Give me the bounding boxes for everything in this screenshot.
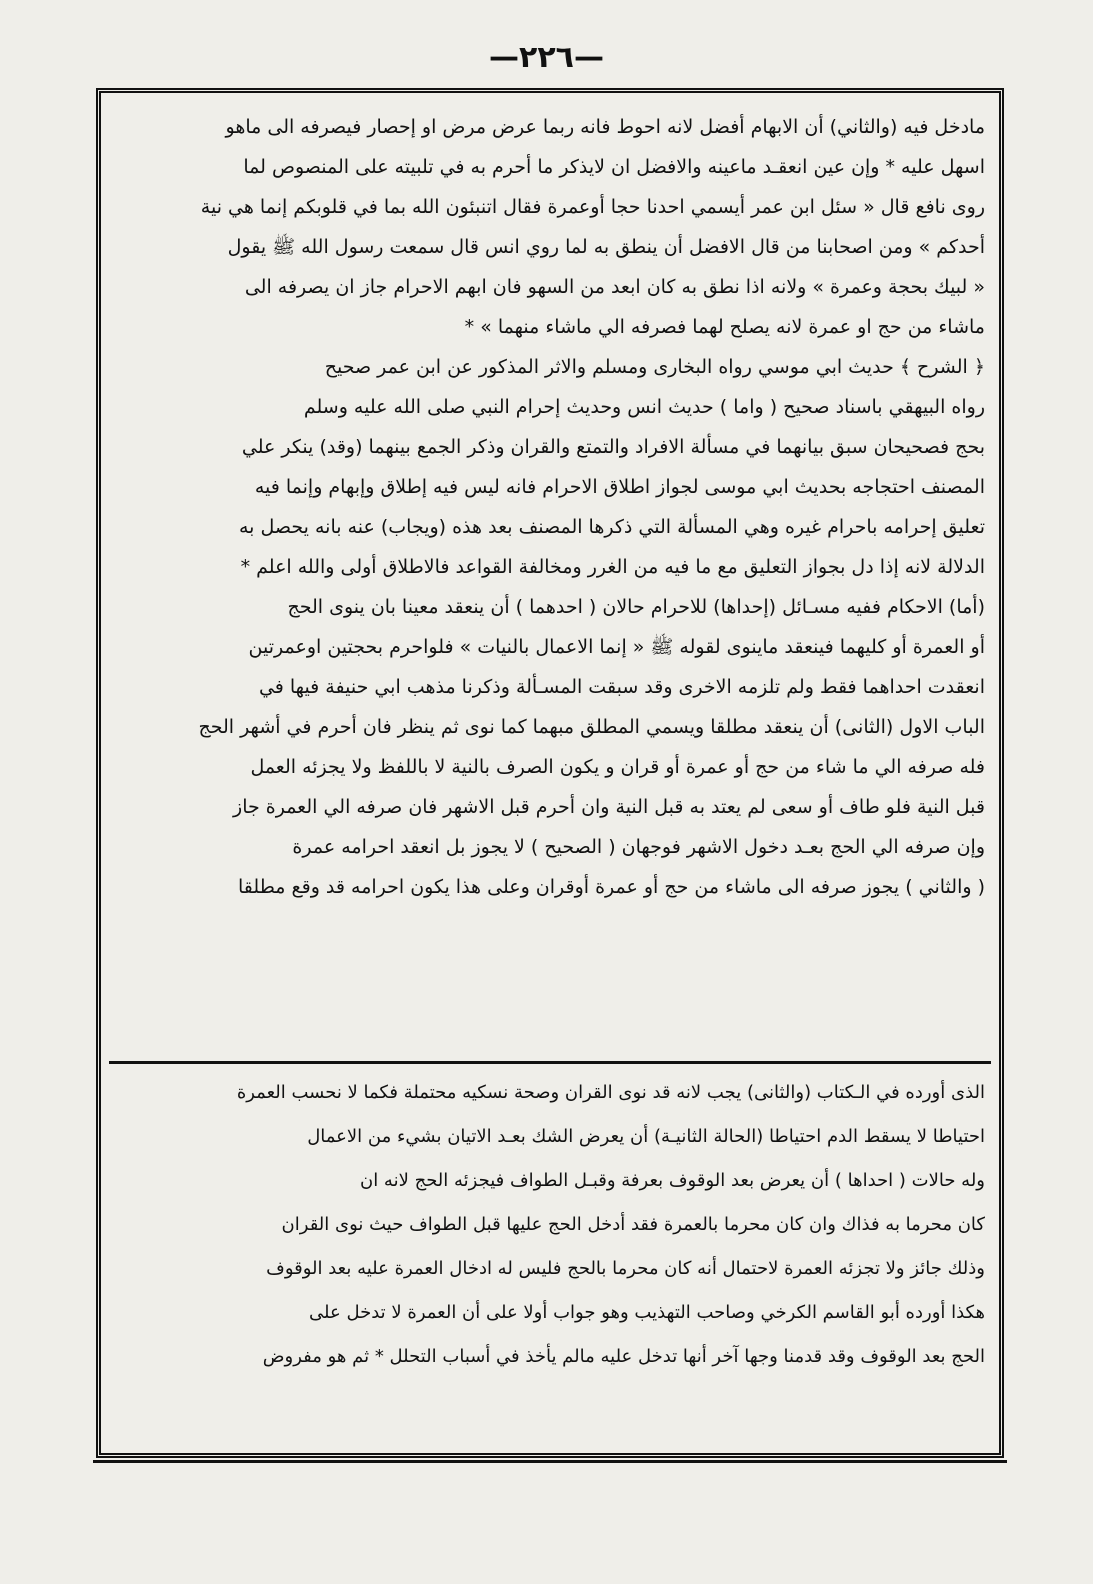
text-line: تعليق إحرامه باحرام غيره وهي المسألة التي ذكرها المصنف بعد هذه (ويجاب) عنه بانه يحصل به xyxy=(239,516,985,538)
page-frame xyxy=(96,88,1004,1458)
text-line: أو العمرة أو كليهما فينعقد ماينوى لقوله ﷺ « إنما الاعمال بالنيات » فلواحرم بحجتين اوعمرتين xyxy=(248,636,985,658)
text-line: اسهل عليه * وإن عين انعقـد ماعينه والافضل ان لايذكر ما أحرم به في تلبيته على المنصوص لما xyxy=(243,156,985,178)
page-number: —٢٢٦— xyxy=(489,40,604,75)
text-line: المصنف احتجاجه بحديث ابي موسى لجواز اطلاق الاحرام فانه ليس فيه إطلاق وإبهام وإنما فيه xyxy=(254,476,985,498)
footnote-line: هكذا أورده أبو القاسم الكرخي وصاحب التهذيب وهو جواب أولا على أن العمرة لا تدخل على xyxy=(309,1302,985,1323)
footnote-line: كان محرما به فذاك وان كان محرما بالعمرة فقد أدخل الحج عليها قبل الطواف حيث نوى القران xyxy=(281,1214,985,1235)
text-line: روى نافع قال « سئل ابن عمر أيسمي احدنا حجا أوعمرة فقال اتنبئون الله بما في قلوبكم إنما هي نية xyxy=(200,196,985,218)
text-line: وإن صرفه الي الحج بعـد دخول الاشهر فوجهان ( الصحيح ) لا يجوز بل انعقد احرامه عمرة xyxy=(292,836,985,858)
footnote-line: وذلك جائز ولا تجزئه العمرة لاحتمال أنه كان محرما بالحج فليس له ادخال العمرة عليه بعد الوقوف xyxy=(266,1258,985,1279)
text-line: ﴿ الشرح ﴾ حديث ابي موسي رواه البخارى ومسلم والاثر المذكور عن ابن عمر صحيح xyxy=(324,356,985,378)
text-line: (أما) الاحكام ففيه مسـائل (إحداها) للاحرام حالان ( احدهما ) أن ينعقد معينا بان ينوى الحج xyxy=(287,596,985,618)
text-line: الدلالة لانه إذا دل بجواز التعليق مع ما فيه من الغرر ومخالفة القواعد فالاطلاق أولى والله اعلم * xyxy=(240,556,985,578)
text-line: « لبيك بحجة وعمرة » ولانه اذا نطق به كان ابعد من السهو فان ابهم الاحرام جاز ان يصرفه الى xyxy=(244,276,985,298)
text-line: مادخل فيه (والثاني) أن الابهام أفضل لانه احوط فانه ربما عرض مرض او إحصار فيصرفه الى ماهو xyxy=(225,116,985,138)
main-text xyxy=(115,107,985,907)
text-line: قبل النية فلو طاف أو سعى لم يعتد به قبل النية وان أحرم قبل الاشهر فان صرفه الي العمرة جاز xyxy=(233,796,985,818)
footnote-line: الذى أورده في الـكتاب (والثانى) يجب لانه قد نوى القران وصحة نسكيه محتملة فكما لا نحسب العمرة xyxy=(236,1082,985,1103)
text-line: ( والثاني ) يجوز صرفه الى ماشاء من حج أو عمرة أوقران وعلى هذا يكون احرامه قد وقع مطلقا xyxy=(238,876,985,898)
text-line: بحج فصحيحان سبق بيانهما في مسألة الافراد والتمتع والقران وذكر الجمع بينهما (وقد) ينكر علي xyxy=(241,436,985,458)
text-line: أحدكم » ومن اصحابنا من قال الافضل أن ينطق به لما روي انس قال سمعت رسول الله ﷺ يقول xyxy=(227,236,985,258)
footnote-separator xyxy=(109,1061,991,1064)
text-line: فله صرفه الي ما شاء من حج أو عمرة أو قران و يكون الصرف بالنية لا باللفظ ولا يجزئه العمل xyxy=(250,756,985,778)
text-line: الباب الاول (الثانى) أن ينعقد مطلقا ويسمي المطلق مبهما كما نوى ثم ينظر فان أحرم في أشهر الحج xyxy=(198,716,985,738)
footnote-line: الحج بعد الوقوف وقد قدمنا وجها آخر أنها تدخل عليه مالم يأخذ في أسباب التحلل * ثم هو مفروض xyxy=(262,1346,985,1367)
text-line: انعقدت احداهما فقط ولم تلزمه الاخرى وقد سبقت المسـألة وذكرنا مذهب ابي حنيفة فيها في xyxy=(258,676,985,698)
footnote-line: احتياطا لا يسقط الدم احتياطا (الحالة الثانيـة) أن يعرض الشك بعـد الاتيان بشيء من الاعمال xyxy=(307,1126,985,1147)
text-line: ماشاء من حج او عمرة لانه يصلح لهما فصرفه الي ماشاء منهما » * xyxy=(464,316,985,338)
footnote-text xyxy=(115,1071,985,1379)
footnote-line: وله حالات ( احداها ) أن يعرض بعد الوقوف بعرفة وقبـل الطواف فيجزئه الحج لانه ان xyxy=(359,1170,985,1191)
text-line: رواه البيهقي باسناد صحيح ( واما ) حديث انس وحديث إحرام النبي صلى الله عليه وسلم xyxy=(303,396,985,418)
